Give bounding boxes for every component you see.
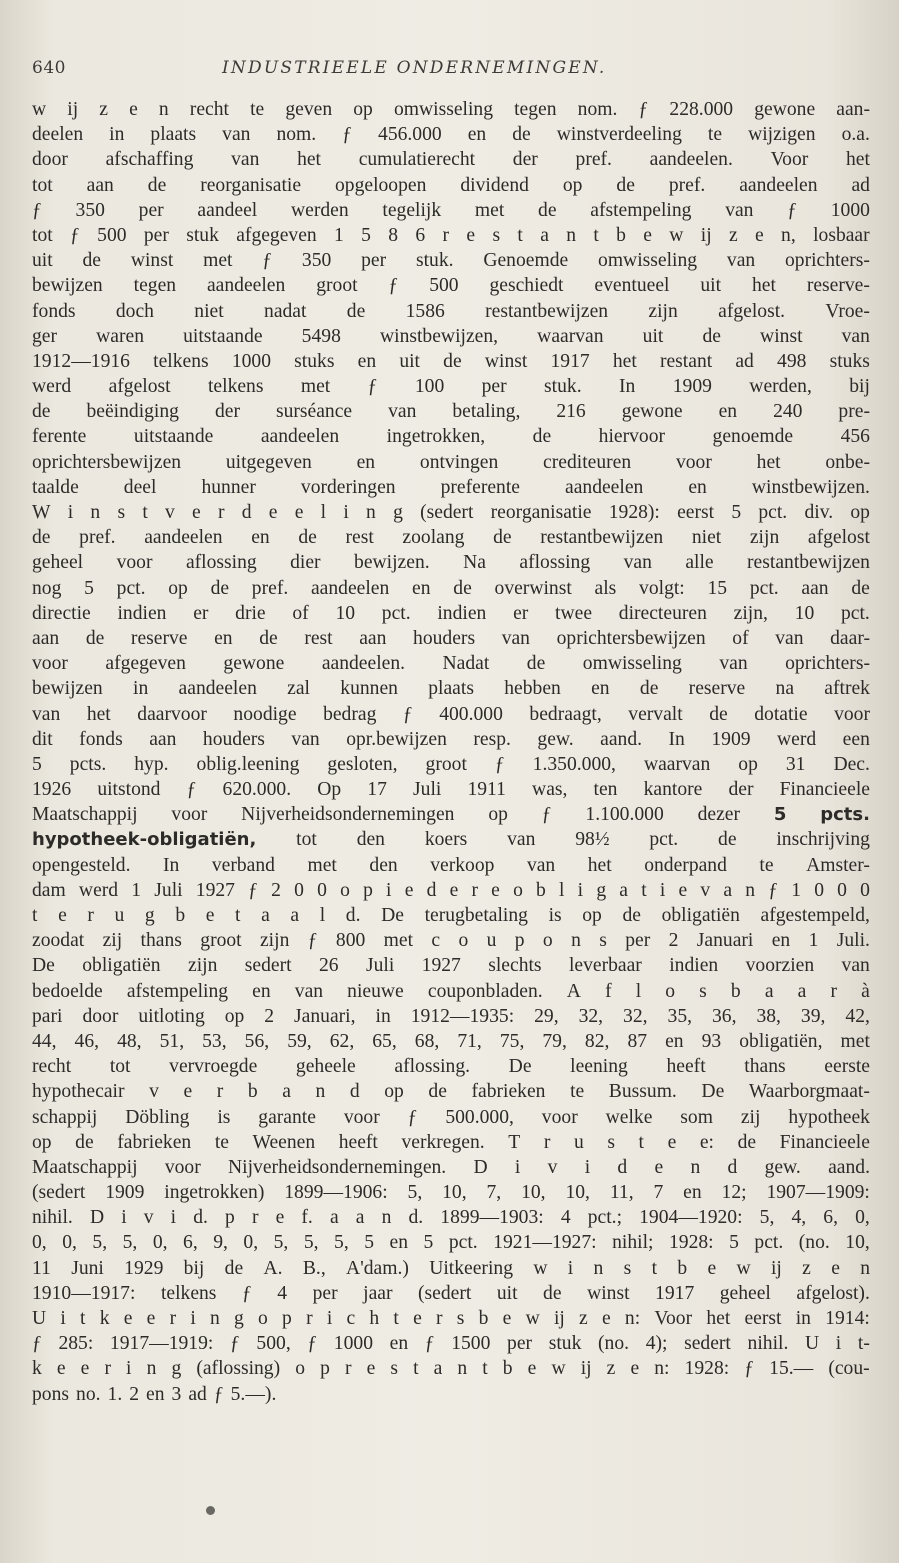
- text-line: U i t k e e r i n g o p r i c h t e r s b e w ij z e n: Voor het eerst in 1914:: [32, 1308, 870, 1329]
- text-line: recht tot vervroegde geheele aflossing. De leening heeft thans eerste: [32, 1056, 870, 1078]
- text-line: w ij z e n recht te geven op omwisseling tegen nom. ƒ 228.000 gewone aan-: [32, 99, 870, 120]
- text-line: op de fabrieken te Weenen heeft verkregen. T r u s t e e: de Financieele: [32, 1131, 870, 1153]
- text-line: bedoelde afstempeling en van nieuwe couponbladen. A f l o s b a a r à: [32, 980, 870, 1002]
- ink-speck: [206, 1506, 215, 1515]
- text-line: k e e r i n g (aflossing) o p r e s t a n t b e w ij z e n: 1928: ƒ 15.— (cou-: [32, 1358, 870, 1380]
- text-line: van het daarvoor noodige bedrag ƒ 400.000 bedraagt, vervalt de dotatie voor: [32, 703, 870, 725]
- text-line: Maatschappij voor Nijverheidsondernemingen. D i v i d e n d gew. aand.: [32, 1156, 870, 1178]
- text-line: ƒ 350 per aandeel werden tegelijk met de afstempeling van ƒ 1000: [32, 199, 870, 221]
- text-line: 0, 0, 5, 5, 0, 6, 9, 0, 5, 5, 5, 5 en 5 pct. 1921—1927: nihil; 1928: 5 pct. (no. 10,: [32, 1232, 870, 1254]
- page-number: 640: [32, 58, 66, 78]
- text-line: werd afgelost telkens met ƒ 100 per stuk. In 1909 werden, bij: [32, 376, 870, 398]
- text-line: hypothecair v e r b a n d op de fabrieken te Bussum. De Waarborgmaat-: [32, 1081, 870, 1103]
- text-line: nog 5 pct. op de pref. aandeelen en de overwinst als volgt: 15 pct. aan de: [32, 577, 870, 599]
- text-line: De obligatiën zijn sedert 26 Juli 1927 slechts leverbaar indien voorzien van: [32, 955, 870, 977]
- text-line: deelen in plaats van nom. ƒ 456.000 en de winstverdeeling te wijzigen o.a.: [32, 124, 870, 146]
- text-line: ƒ 285: 1917—1919: ƒ 500, ƒ 1000 en ƒ 1500 per stuk (no. 4); sedert nihil. U i t-: [32, 1333, 870, 1355]
- text-line: Maatschappij voor Nijverheidsondernemingen op ƒ 1.100.000 dezer 5 pcts.: [32, 804, 870, 826]
- text-line: bewijzen tegen aandeelen groot ƒ 500 geschiedt eventueel uit het reserve-: [32, 275, 870, 297]
- text-line: uit de winst met ƒ 350 per stuk. Genoemde omwisseling van oprichters-: [32, 250, 870, 272]
- text-line: nihil. D i v i d. p r e f. a a n d. 1899—1903: 4 pct.; 1904—1920: 5, 4, 6, 0,: [32, 1207, 870, 1229]
- text-line: opengesteld. In verband met den verkoop van het onderpand te Amster-: [32, 854, 870, 876]
- text-line: 44, 46, 48, 51, 53, 56, 59, 62, 65, 68, 71, 75, 79, 82, 87 en 93 obligatiën, met: [32, 1030, 870, 1052]
- text-line: t e r u g b e t a a l d. De terugbetaling is op de obligatiën afgestempeld,: [32, 905, 870, 926]
- text-line: dit fonds aan houders van opr.bewijzen resp. gew. aand. In 1909 werd een: [32, 728, 870, 750]
- text-line: ger waren uitstaande 5498 winstbewijzen, waarvan uit de winst van: [32, 325, 870, 347]
- text-line: de pref. aandeelen en de rest zoolang de restantbewijzen niet zijn afgelost: [32, 527, 870, 549]
- text-line: hypotheek-obligatiën, tot den koers van 98½ pct. de inschrijving: [32, 829, 870, 851]
- text-line: geheel voor aflossing dier bewijzen. Na aflossing van alle restantbewijzen: [32, 552, 870, 574]
- text-line: door afschaffing van het cumulatierecht der pref. aandeelen. Voor het: [32, 149, 870, 171]
- page-header: [32, 50, 872, 90]
- body-text: [32, 97, 870, 1407]
- text-line: tot ƒ 500 per stuk afgegeven 1 5 8 6 r e s t a n t b e w ij z e n, losbaar: [32, 224, 870, 246]
- text-line: taalde deel hunner vorderingen preferente aandeelen en winstbewijzen.: [32, 476, 870, 498]
- text-line: voor afgegeven gewone aandeelen. Nadat de omwisseling van oprichters-: [32, 653, 870, 675]
- text-line: oprichtersbewijzen uitgegeven en ontvingen crediteuren voor het onbe-: [32, 451, 870, 473]
- text-line: ferente uitstaande aandeelen ingetrokken, de hiervoor genoemde 456: [32, 426, 870, 448]
- text-line: fonds doch niet nadat de 1586 restantbewijzen zijn afgelost. Vroe-: [32, 300, 870, 322]
- text-line: dam werd 1 Juli 1927 ƒ 2 0 0 o p i e d e r e o b l i g a t i e v a n ƒ 1 0 0 0: [32, 879, 870, 901]
- text-line: bewijzen in aandeelen zal kunnen plaats hebben en de reserve na aftrek: [32, 678, 870, 700]
- text-line: tot aan de reorganisatie opgeloopen dividend op de pref. aandeelen ad: [32, 174, 870, 196]
- text-line: 5 pcts. hyp. oblig.leening gesloten, groot ƒ 1.350.000, waarvan op 31 Dec.: [32, 753, 870, 775]
- text-line: 1926 uitstond ƒ 620.000. Op 17 Juli 1911 was, ten kantore der Financieele: [32, 779, 870, 801]
- text-line: de beëindiging der surséance van betaling, 216 gewone en 240 pre-: [32, 401, 870, 423]
- text-line: 11 Juni 1929 bij de A. B., A'dam.) Uitkeering w i n s t b e w ij z e n: [32, 1257, 870, 1279]
- text-line: pons no. 1. 2 en 3 ad ƒ 5.—).: [32, 1383, 277, 1405]
- text-line: 1910—1917: telkens ƒ 4 per jaar (sedert uit de winst 1917 geheel afgelost).: [32, 1282, 870, 1304]
- text-line: zoodat zij thans groot zijn ƒ 800 met c o u p o n s per 2 Januari en 1 Juli.: [32, 930, 870, 952]
- running-title: INDUSTRIEELE ONDERNEMINGEN.: [222, 58, 607, 78]
- text-line: aan de reserve en de rest aan houders van oprichtersbewijzen of van daar-: [32, 627, 870, 649]
- text-line: (sedert 1909 ingetrokken) 1899—1906: 5, 10, 7, 10, 10, 11, 7 en 12; 1907—1909:: [32, 1182, 870, 1204]
- text-line: directie indien er drie of 10 pct. indien er twee directeuren zijn, 10 pct.: [32, 602, 870, 624]
- text-line: schappij Döbling is garante voor ƒ 500.000, voor welke som zij hypotheek: [32, 1106, 870, 1128]
- text-line: W i n s t v e r d e e l i n g (sedert reorganisatie 1928): eerst 5 pct. div. op: [32, 502, 870, 523]
- text-line: pari door uitloting op 2 Januari, in 1912—1935: 29, 32, 32, 35, 36, 38, 39, 42,: [32, 1005, 870, 1027]
- text-line: 1912—1916 telkens 1000 stuks en uit de winst 1917 het restant ad 498 stuks: [32, 350, 870, 372]
